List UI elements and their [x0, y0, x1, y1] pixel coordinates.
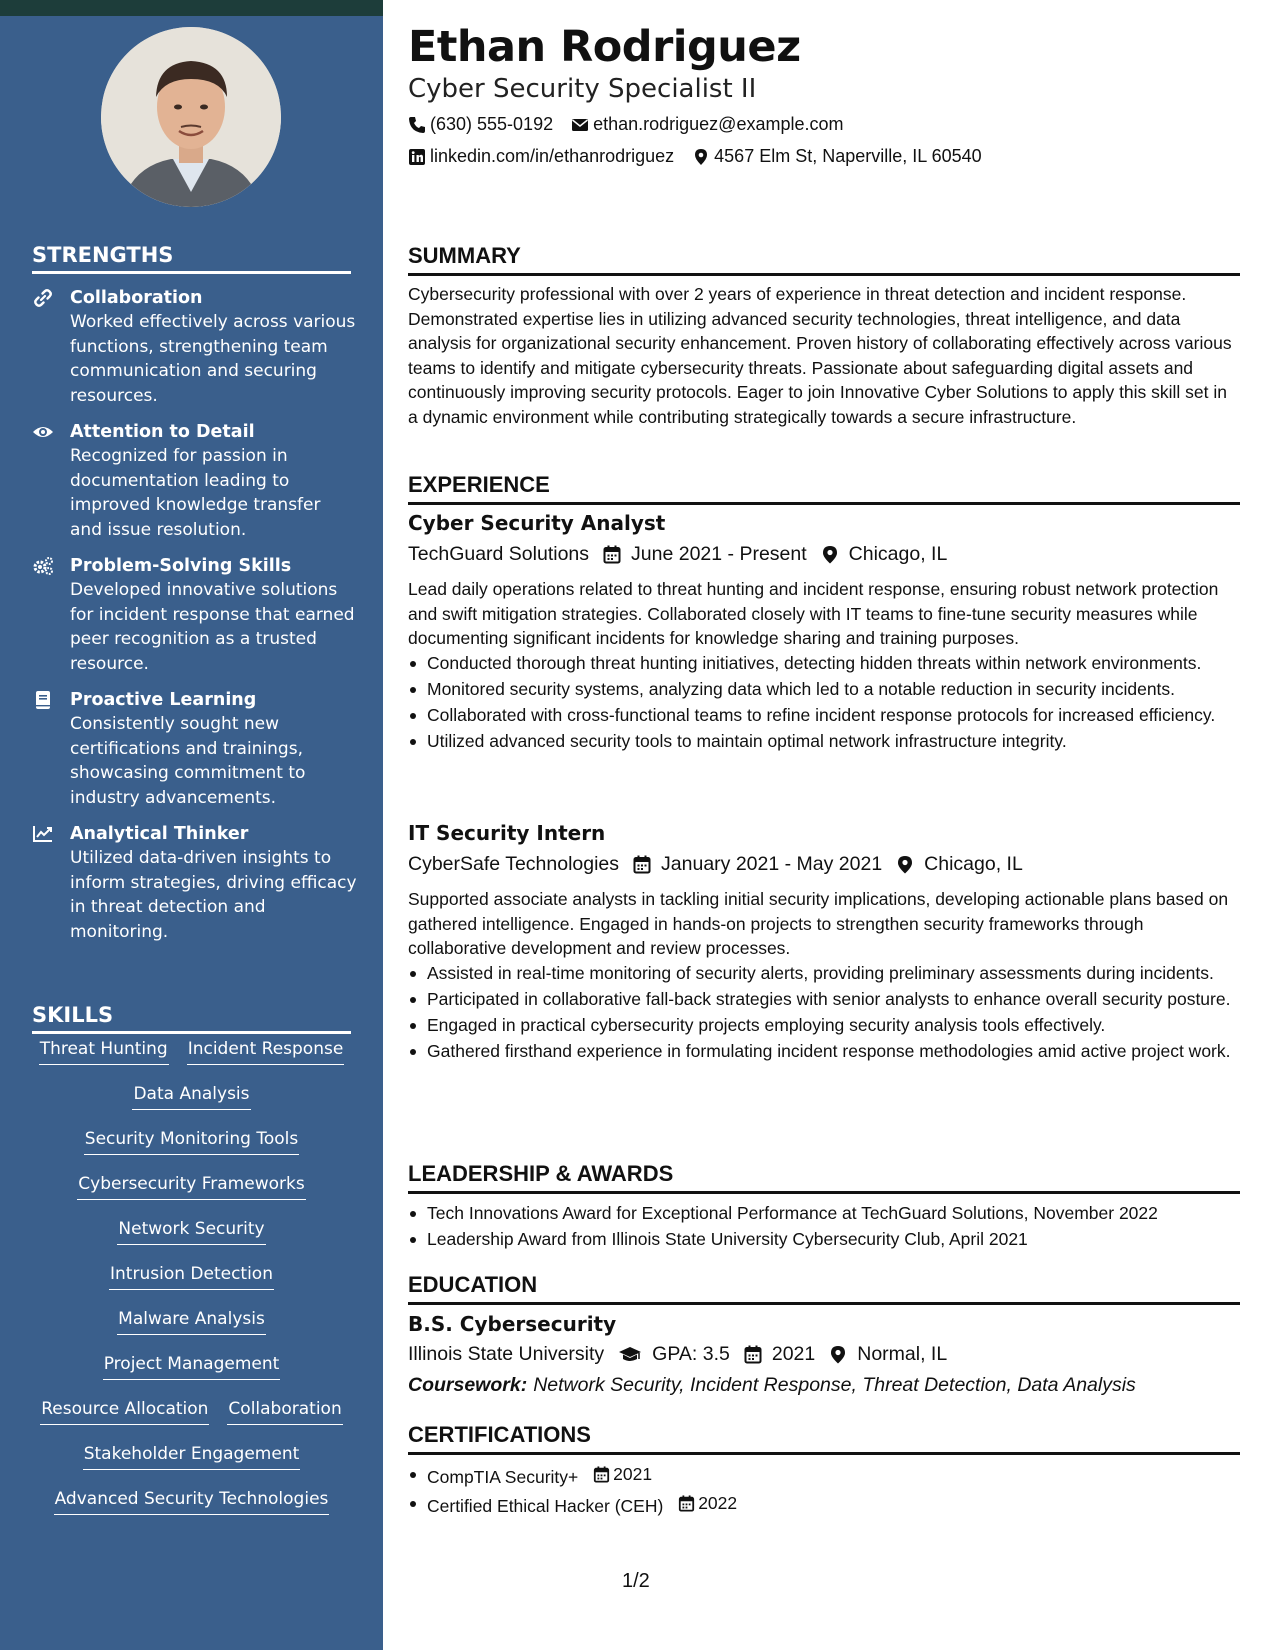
cert-year: [593, 1462, 652, 1487]
coursework-text: Network Security, Incident Response, Threat Detection, Data Analysis: [533, 1374, 1136, 1396]
skill-tag: Security Monitoring Tools: [84, 1128, 299, 1155]
coursework-label: Coursework:: [408, 1374, 528, 1396]
gpa-text: GPA: 3.5: [652, 1343, 730, 1365]
skill-tag: Data Analysis: [132, 1083, 250, 1110]
skill-tag: Resource Allocation: [40, 1398, 209, 1425]
strength-title: Proactive Learning: [70, 690, 257, 710]
skill-row: [32, 1308, 351, 1353]
job-dates: [603, 543, 807, 566]
chart-line-icon: [32, 824, 54, 844]
job-location-text: Chicago, IL: [848, 543, 948, 565]
skill-tag: Cybersecurity Frameworks: [77, 1173, 305, 1200]
skill-row: [32, 1083, 351, 1128]
calendar-icon: [678, 1495, 695, 1512]
skill-row: [32, 1038, 351, 1083]
skill-tag: Advanced Security Technologies: [54, 1488, 330, 1515]
skills-heading: SKILLS: [32, 1003, 351, 1034]
job-title: IT Security Intern: [408, 821, 606, 845]
strength-description: Consistently sought new certifications and trainings, showcasing commitment to industry advancements.: [70, 714, 306, 808]
job-dates-text: January 2021 - May 2021: [661, 853, 883, 875]
company-name: CyberSafe Technologies: [408, 853, 620, 875]
skill-row: [32, 1128, 351, 1173]
job-bullets: [408, 961, 1240, 1065]
job-location-text: Chicago, IL: [924, 853, 1023, 875]
list-item: Engaged in practical cybersecurity projects employing security analysis tools effectively.: [408, 1013, 1240, 1038]
graduation-year: [744, 1343, 815, 1366]
email-item[interactable]: [571, 114, 843, 135]
strength-item: [32, 286, 357, 408]
link-icon: [32, 288, 54, 308]
list-item: Utilized advanced security tools to maintain optimal network infrastructure integrity.: [408, 729, 1240, 754]
cert-year: [678, 1491, 737, 1516]
strength-description: Worked effectively across various functions, strengthening team communication and securing resources.: [70, 312, 356, 406]
skills-list: [32, 1038, 351, 1533]
skill-tag: Incident Response: [187, 1038, 345, 1065]
contact-row: [408, 114, 862, 135]
list-item: [408, 1462, 1240, 1489]
sidebar-top-bar: [0, 0, 383, 16]
phone-item: [408, 114, 553, 135]
job-description: Supported associate analysts in tackling initial security implications, developing actionable plans based on gathered intelligence. Engaged in hands-on projects to strengthen security frameworks through collaborative development and review processes.: [408, 889, 1229, 958]
skill-row: [32, 1218, 351, 1263]
cert-name: CompTIA Security+: [427, 1466, 579, 1487]
education-heading: EDUCATION: [408, 1272, 1240, 1305]
job-meta: [408, 543, 961, 566]
degree-title: B.S. Cybersecurity: [408, 1312, 617, 1336]
list-item: Leadership Award from Illinois State University Cybersecurity Club, April 2021: [408, 1227, 1240, 1252]
coursework-row: [408, 1374, 1136, 1397]
strength-description: Recognized for passion in documentation leading to improved knowledge transfer and issue resolution.: [70, 446, 321, 540]
skill-tag: Project Management: [103, 1353, 281, 1380]
strength-title: Problem-Solving Skills: [70, 556, 292, 576]
strengths-list: [32, 286, 357, 956]
strength-item: [32, 554, 357, 676]
job-dates-text: June 2021 - Present: [631, 543, 807, 565]
linkedin-item[interactable]: [408, 146, 674, 167]
skill-tag: Stakeholder Engagement: [83, 1443, 301, 1470]
cert-year-text: 2021: [613, 1464, 653, 1484]
skill-tag: Collaboration: [227, 1398, 342, 1425]
skill-row: [32, 1443, 351, 1488]
avatar: [101, 27, 281, 207]
skill-row: [32, 1353, 351, 1398]
list-item: Participated in collaborative fall-back strategies with senior analysts to enhance overall security posture.: [408, 987, 1240, 1012]
list-item: Gathered firsthand experience in formulating incident response methodologies amid active project work.: [408, 1039, 1240, 1064]
summary-heading: SUMMARY: [408, 243, 1240, 276]
skill-row: [32, 1398, 351, 1443]
strength-title: Attention to Detail: [70, 422, 255, 442]
school-location-text: Normal, IL: [857, 1343, 948, 1365]
sidebar: [0, 16, 383, 1650]
gpa: [618, 1343, 730, 1366]
strength-item: [32, 420, 357, 542]
linkedin-icon: [408, 148, 426, 166]
graduation-cap-icon: [618, 1345, 642, 1364]
job-location: [821, 543, 948, 566]
summary-text: Cybersecurity professional with over 2 years of experience in threat detection and incident response. Demonstrated expertise lies in utilizing advanced security technologies, threat intelligence, and data analysis for organizational security enhancement. Proven history of collaborating effectively across various teams to identify and mitigate cybersecurity threats. Passionate about safeguarding digital assets and continuously improving security protocols. Eager to join Innovative Cyber Solutions to apply this skill set in a dynamic environment while contributing strategically towards a secure infrastructure.: [408, 284, 1232, 427]
job-description: Lead daily operations related to threat hunting and incident response, ensuring robust network protection and swift mitigation strategies. Collaborated closely with IT teams to fine-tune security measures while documenting significant incidents for knowledge sharing and training purposes.: [408, 579, 1219, 648]
address-item: [692, 146, 982, 167]
address: 4567 Elm St, Naperville, IL 60540: [714, 146, 982, 166]
calendar-icon: [744, 1345, 762, 1364]
certifications-heading: CERTIFICATIONS: [408, 1422, 1240, 1455]
list-item: Collaborated with cross-functional teams to refine incident response protocols for increased efficiency.: [408, 703, 1240, 728]
eye-icon: [32, 422, 54, 442]
skill-row: [32, 1488, 351, 1533]
calendar-icon: [633, 855, 651, 874]
strength-description: Utilized data-driven insights to inform strategies, driving efficacy in threat detection and monitoring.: [70, 848, 357, 942]
certifications-list: [408, 1462, 1240, 1520]
strength-item: [32, 688, 357, 810]
skill-tag: Malware Analysis: [117, 1308, 266, 1335]
gears-icon: [32, 556, 54, 576]
candidate-title: Cyber Security Specialist II: [408, 74, 757, 104]
calendar-icon: [603, 545, 621, 564]
leadership-list: [408, 1201, 1240, 1253]
job-title: Cyber Security Analyst: [408, 511, 666, 535]
strength-description: Developed innovative solutions for incident response that earned peer recognition as a trusted resource.: [70, 580, 355, 674]
job-dates: [633, 853, 882, 876]
job-bullets: [408, 651, 1240, 755]
school-name: Illinois State University: [408, 1343, 605, 1365]
book-icon: [32, 690, 54, 710]
page-number: 1/2: [622, 1570, 650, 1592]
strength-title: Analytical Thinker: [70, 824, 249, 844]
map-pin-icon: [829, 1345, 847, 1364]
list-item: Monitored security systems, analyzing data which led to a notable reduction in security incidents.: [408, 677, 1240, 702]
email-address[interactable]: ethan.rodriguez@example.com: [593, 114, 844, 134]
strengths-heading: STRENGTHS: [32, 243, 351, 274]
school-location: [829, 1343, 947, 1366]
candidate-name: Ethan Rodriguez: [408, 22, 801, 72]
strength-title: Collaboration: [70, 288, 203, 308]
calendar-icon: [593, 1466, 610, 1483]
phone-number: (630) 555-0192: [430, 114, 554, 134]
job-location: [896, 853, 1023, 876]
company-name: TechGuard Solutions: [408, 543, 590, 565]
job-meta: [408, 853, 1037, 876]
map-pin-icon: [896, 855, 914, 874]
linkedin-url[interactable]: linkedin.com/in/ethanrodriguez: [430, 146, 675, 166]
map-pin-icon: [821, 545, 839, 564]
map-pin-icon: [692, 148, 710, 166]
skill-tag: Network Security: [117, 1218, 265, 1245]
leadership-heading: LEADERSHIP & AWARDS: [408, 1161, 1240, 1194]
envelope-icon: [571, 116, 589, 134]
skill-tag: Threat Hunting: [39, 1038, 169, 1065]
skill-tag: Intrusion Detection: [109, 1263, 274, 1290]
experience-heading: EXPERIENCE: [408, 472, 1240, 505]
skill-row: [32, 1263, 351, 1308]
education-meta: [408, 1343, 961, 1366]
graduation-year-text: 2021: [771, 1343, 816, 1365]
list-item: Assisted in real-time monitoring of security alerts, providing preliminary assessments during incidents.: [408, 961, 1240, 986]
phone-icon: [408, 116, 426, 134]
list-item: Tech Innovations Award for Exceptional Performance at TechGuard Solutions, November 2022: [408, 1201, 1240, 1226]
list-item: [408, 1491, 1240, 1518]
skill-row: [32, 1173, 351, 1218]
list-item: Conducted thorough threat hunting initiatives, detecting hidden threats within network environments.: [408, 651, 1240, 676]
contact-row: [408, 146, 1000, 167]
cert-name: Certified Ethical Hacker (CEH): [427, 1495, 664, 1516]
cert-year-text: 2022: [698, 1492, 738, 1513]
strength-item: [32, 822, 357, 944]
